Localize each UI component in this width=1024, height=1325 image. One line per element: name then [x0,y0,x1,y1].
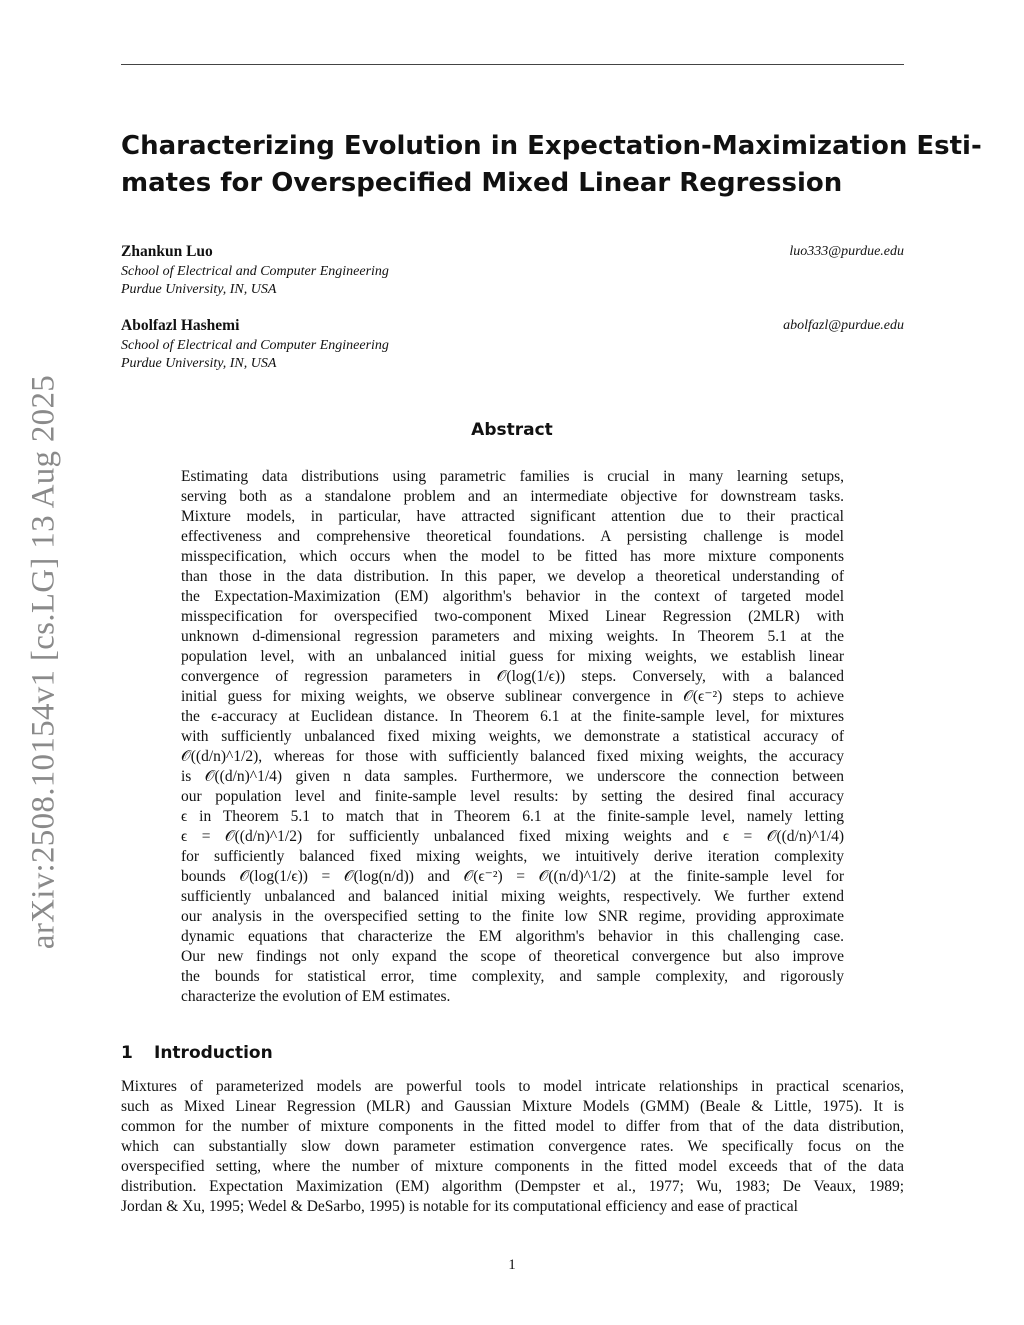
title-line: mates for Overspecified Mixed Linear Regression [121,168,843,198]
abstract-line: bounds 𝒪(log(1/ϵ)) = 𝒪(log(n/d)) and 𝒪(ϵ⁻²) = 𝒪((n/d)^1/2) at the finite-sample level for [181,868,844,885]
arxiv-id: arXiv:2508.10154v1 [cs.LG] 13 Aug 2025 [25,374,62,950]
author-email[interactable]: luo333@purdue.edu [789,244,904,259]
abstract-line: misspecification, which occurs when the model to be fitted has more mixture components [181,548,844,565]
author-name: Abolfazl Hashemi [121,317,240,334]
abstract-line: effectiveness and comprehensive theoretical foundations. A persisting challenge is model [181,528,844,545]
abstract-heading: Abstract [471,420,553,440]
intro-line: common for the number of mixture components in the fitted model to differ from that of the data distribution, [121,1118,904,1135]
author-affiliation: School of Electrical and Computer Engineering [121,264,389,279]
abstract-line: misspecification for overspecified two-component Mixed Linear Regression (2MLR) with [181,608,844,625]
author-affiliation: Purdue University, IN, USA [121,356,277,371]
abstract-line: our population level and finite-sample level results: by setting the desired final accuracy [181,788,844,805]
abstract-line: than those in the data distribution. In this paper, we develop a theoretical understanding of [181,568,844,585]
abstract-body [181,467,844,1007]
abstract-line: sufficiently unbalanced and balanced initial mixing weights, respectively. We further extend [181,888,844,905]
abstract-line: 𝒪((d/n)^1/2), whereas for those with sufficiently balanced fixed mixing weights, the accuracy [181,748,844,765]
intro-line: such as Mixed Linear Regression (MLR) and Gaussian Mixture Models (GMM) (Beale & Little, 1975). It is [121,1098,904,1115]
author-affiliation: Purdue University, IN, USA [121,282,277,297]
author-email[interactable]: abolfazl@purdue.edu [783,318,904,333]
abstract-line: characterize the evolution of EM estimates. [181,988,451,1005]
abstract-line: population level, with an unbalanced initial guess for mixing weights, we establish linear [181,648,844,665]
intro-line: overspecified setting, where the number of mixture components in the fitted model exceeds that of the data [121,1158,904,1175]
section-number: 1 [121,1043,133,1063]
paper-title [121,128,982,202]
intro-line: Mixtures of parameterized models are powerful tools to model intricate relationships in practical scenarios, [121,1078,904,1095]
intro-body [121,1077,904,1217]
top-rule [121,64,904,65]
abstract-line: with sufficiently unbalanced fixed mixing weights, we demonstrate a statistical accuracy of [181,728,844,745]
abstract-line: ϵ = 𝒪((d/n)^1/2) for sufficiently unbalanced fixed mixing weights and ϵ = 𝒪((d/n)^1/4) [181,828,844,845]
intro-line: distribution. Expectation Maximization (EM) algorithm (Dempster et al., 1977; Wu, 1983; De Veaux, 1989; [121,1178,904,1195]
abstract-line: unknown d-dimensional regression parameters and mixing weights. In Theorem 5.1 at the [181,628,844,645]
abstract-line: convergence of regression parameters in 𝒪(log(1/ϵ)) steps. Conversely, with a balanced [181,668,844,685]
abstract-line: dynamic equations that characterize the EM algorithm's behavior in this challenging case. [181,928,844,945]
abstract-line: Our new findings not only expand the scope of theoretical convergence but also improve [181,948,844,965]
intro-line: which can substantially slow down parameter estimation convergence rates. We specifically focus on the [121,1138,904,1155]
abstract-line: for sufficiently balanced fixed mixing weights, we intuitively derive iteration complexity [181,848,844,865]
abstract-line: serving both as a standalone problem and an intermediate objective for downstream tasks. [181,488,844,505]
abstract-line: the ϵ-accuracy at Euclidean distance. In Theorem 6.1 at the finite-sample level, for mixtures [181,708,844,725]
author-affiliation: School of Electrical and Computer Engineering [121,338,389,353]
section-title: Introduction [154,1043,273,1063]
intro-line: Jordan & Xu, 1995; Wedel & DeSarbo, 1995) is notable for its computational efficiency and ease of practical [121,1198,798,1215]
abstract-line: the Expectation-Maximization (EM) algorithm's behavior in the context of targeted model [181,588,844,605]
page-number: 1 [508,1257,516,1273]
section-heading [121,1043,273,1063]
abstract-line: initial guess for mixing weights, we observe sublinear convergence in 𝒪(ϵ⁻²) steps to achieve [181,688,844,705]
title-line: Characterizing Evolution in Expectation-Maximization Esti- [121,131,982,161]
abstract-line: Estimating data distributions using parametric families is crucial in many learning setups, [181,468,844,485]
abstract-line: Mixture models, in particular, have attracted significant attention due to their practical [181,508,844,525]
author-name: Zhankun Luo [121,243,213,260]
abstract-line: the bounds for statistical error, time complexity, and sample complexity, and rigorously [181,968,844,985]
abstract-line: ϵ in Theorem 5.1 to match that in Theorem 6.1 at the finite-sample level, namely letting [181,808,844,825]
abstract-line: our analysis in the overspecified setting to the finite low SNR regime, providing approximate [181,908,844,925]
abstract-line: is 𝒪((d/n)^1/4) given n data samples. Furthermore, we underscore the connection between [181,768,844,785]
